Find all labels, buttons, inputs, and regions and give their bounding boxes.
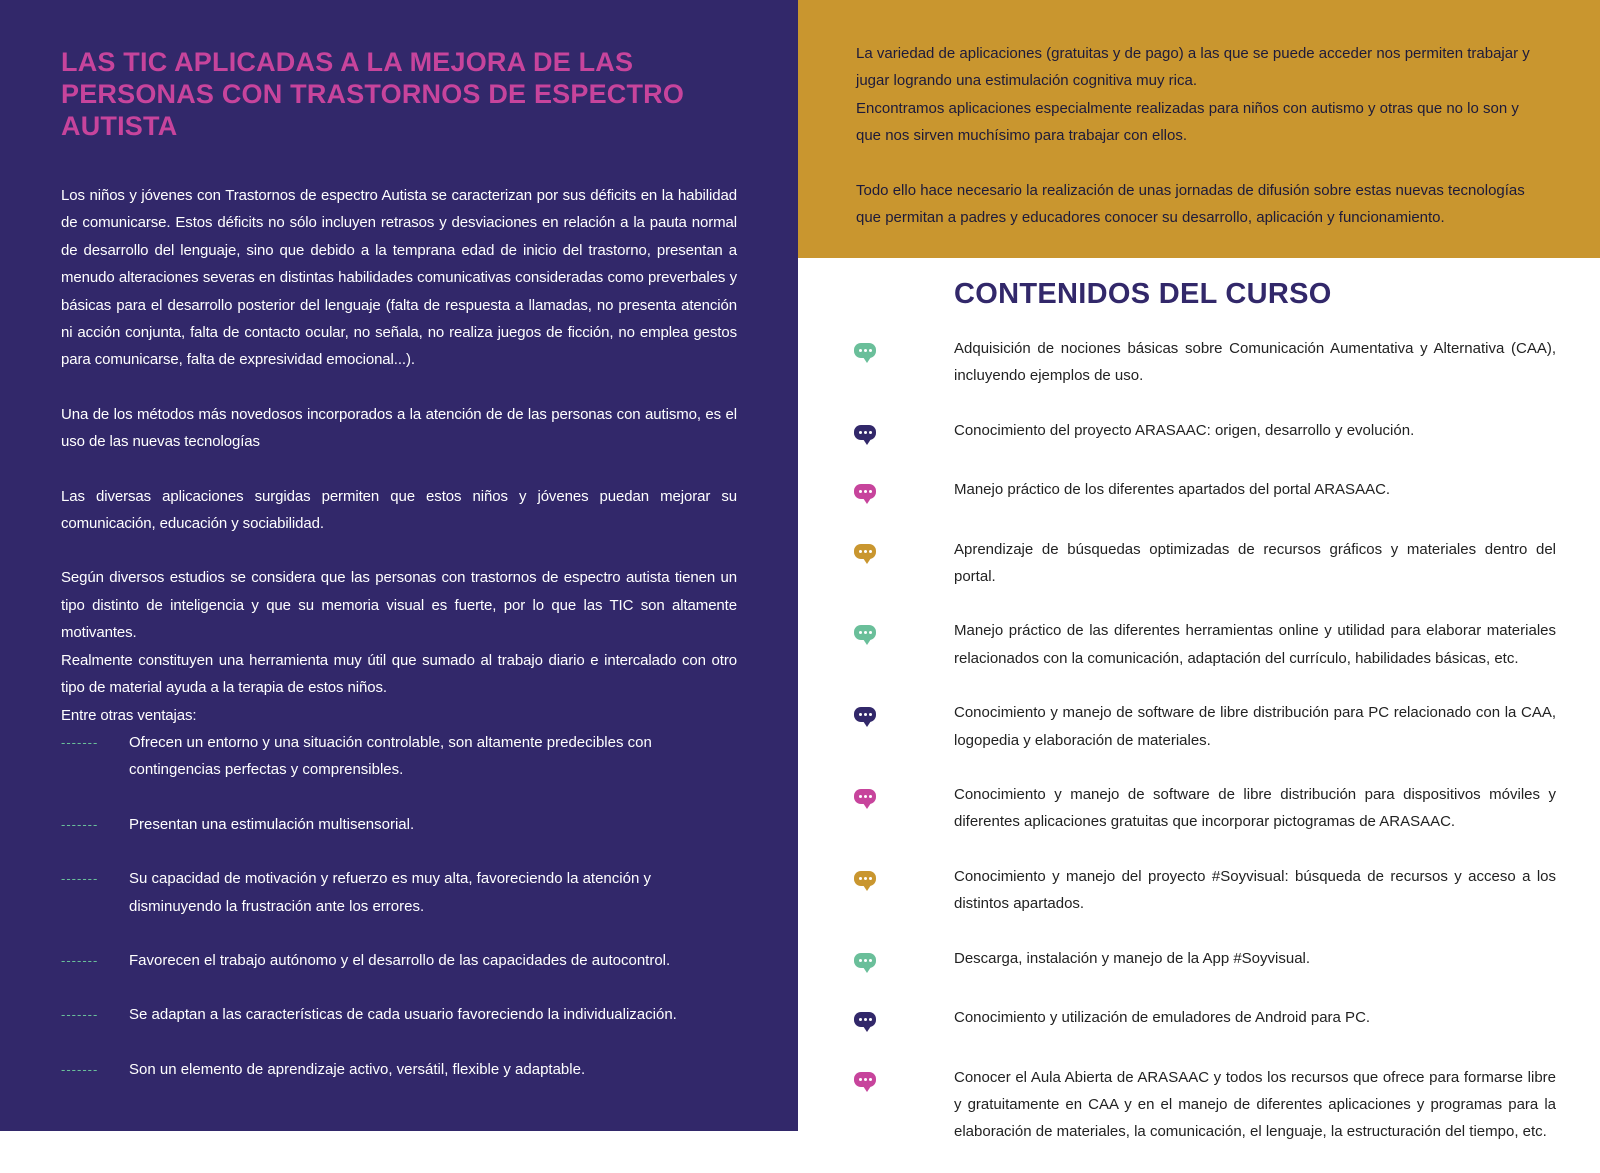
- dashed-bullet-icon: -------: [61, 1007, 99, 1023]
- advantage-text: Son un elemento de aprendizaje activo, versátil, flexible y adaptable.: [129, 1060, 586, 1078]
- paragraph: Encontramos aplicaciones especialmente realizadas para niños con autismo y otras que no lo son y que nos sirven muchísimo para trabajar con ellos.: [856, 99, 1519, 145]
- paragraph: Las diversas aplicaciones surgidas permiten que estos niños y jóvenes puedan mejorar su comunicación, educación y sociabilidad.: [61, 487, 737, 533]
- main-title: LAS TIC APLICADAS A LA MEJORA DE LAS PERSONAS CON TRASTORNOS DE ESPECTRO AUTISTA: [61, 47, 685, 141]
- content-item: [850, 1064, 1556, 1146]
- content-text: Conocimiento y manejo de software de libre distribución para dispositivos móviles y diferentes aplicaciones gratuitas que incorporar pictogramas de ARASAAC.: [954, 786, 1556, 831]
- gold-panel: [798, 0, 1600, 258]
- speech-bubble-icon: [854, 425, 876, 440]
- content-text: Conocimiento y manejo del proyecto #Soyvisual: búsqueda de recursos y acceso a los distintos apartados.: [954, 867, 1556, 913]
- speech-bubble-icon: [854, 871, 876, 886]
- speech-bubble-icon: [854, 544, 876, 559]
- contents-list: [850, 335, 1556, 1146]
- speech-bubble-icon: [854, 953, 876, 968]
- content-text: Manejo práctico de los diferentes apartados del portal ARASAAC.: [954, 481, 1391, 499]
- content-item: [850, 536, 1556, 591]
- paragraph: La variedad de aplicaciones (gratuitas y de pago) a las que se puede acceder nos permiten trabajar y jugar logrando una estimulación cognitiva muy rica.: [856, 45, 1530, 90]
- advantage-item: [61, 729, 737, 784]
- advantage-item: [61, 811, 737, 838]
- dashed-bullet-icon: -------: [61, 816, 99, 832]
- content-item: [850, 699, 1556, 754]
- paragraph: Entre otras ventajas:: [61, 706, 197, 724]
- section-title: CONTENIDOS DEL CURSO: [954, 278, 1332, 310]
- advantage-item: [61, 947, 737, 974]
- content-item: [850, 781, 1556, 836]
- speech-bubble-icon: [854, 484, 876, 499]
- speech-bubble-icon: [854, 789, 876, 804]
- speech-bubble-icon: [854, 625, 876, 640]
- content-text: Conocimiento del proyecto ARASAAC: origen, desarrollo y evolución.: [954, 421, 1415, 439]
- paragraph: Todo ello hace necesario la realización de unas jornadas de difusión sobre estas nuevas tecnologías que permitan a padres y educadores conocer su desarrollo, aplicación y funcionamiento.: [856, 181, 1525, 227]
- content-item: [850, 335, 1556, 390]
- advantage-text: Su capacidad de motivación y refuerzo es muy alta, favoreciendo la atención y disminuyendo la frustración ante los errores.: [129, 870, 651, 915]
- left-panel: [0, 0, 798, 1131]
- paragraph: Una de los métodos más novedosos incorporados a la atención de de las personas con autismo, es el uso de las nuevas tecnologías: [61, 405, 737, 451]
- content-text: Manejo práctico de las diferentes herramientas online y utilidad para elaborar materiales relacionados con la comunicación, adaptación del currículo, habilidades básicas, etc.: [954, 622, 1556, 667]
- dashed-bullet-icon: -------: [61, 952, 99, 968]
- content-item: [850, 417, 1556, 449]
- intro-paragraph: Los niños y jóvenes con Trastornos de espectro Autista se caracterizan por sus déficits en la habilidad de comunicarse. Estos déficits no sólo incluyen retrasos y desviaciones en relación a la pauta normal de desarrollo del lenguaje, sino que debido a la temprana edad de inicio del trastorno, presentan a menudo alteraciones severas en distintas habilidades comunicativas consideradas como preverbales y básicas para el desarrollo posterior del lenguaje (falta de respuesta a llamadas, no presenta atención ni acción conjunta, falta de contacto ocular, no señala, no realiza juegos de ficción, no emplea gestos para comunicarse, falta de expresividad emocional...).: [61, 187, 737, 369]
- content-text: Descarga, instalación y manejo de la App #Soyvisual.: [954, 949, 1311, 967]
- advantage-text: Favorecen el trabajo autónomo y el desarrollo de las capacidades de autocontrol.: [129, 951, 671, 969]
- content-item: [850, 945, 1556, 977]
- speech-bubble-icon: [854, 707, 876, 722]
- dashed-bullet-icon: -------: [61, 1061, 99, 1077]
- course-contents: [798, 258, 1600, 1173]
- advantage-item: [61, 1056, 737, 1083]
- content-text: Aprendizaje de búsquedas optimizadas de recursos gráficos y materiales dentro del portal.: [954, 540, 1556, 586]
- content-item: [850, 617, 1556, 672]
- dashed-bullet-icon: -------: [61, 871, 99, 887]
- content-text: Conocer el Aula Abierta de ARASAAC y todos los recursos que ofrece para formarse libre y gratuitamente en CAA y en el manejo de diferentes aplicaciones y programas para la elaboración de materiales, la comunicación, el lenguaje, la estructuración del tiempo, etc.: [954, 1068, 1556, 1141]
- content-text: Adquisición de nociones básicas sobre Comunicación Aumentativa y Alternativa (CAA), incluyendo ejemplos de uso.: [954, 340, 1556, 385]
- content-text: Conocimiento y manejo de software de libre distribución para PC relacionado con la CAA, logopedia y elaboración de materiales.: [954, 704, 1556, 749]
- content-item: [850, 863, 1556, 918]
- advantage-text: Presentan una estimulación multisensorial.: [129, 815, 415, 833]
- advantage-item: [61, 1001, 737, 1028]
- paragraph: Realmente constituyen una herramienta muy útil que sumado al trabajo diario e intercalado con otro tipo de material ayuda a la terapia de estos niños.: [61, 651, 737, 697]
- speech-bubble-icon: [854, 343, 876, 358]
- advantage-text: Ofrecen un entorno y una situación controlable, son altamente predecibles con contingencias perfectas y comprensibles.: [129, 733, 652, 779]
- speech-bubble-icon: [854, 1072, 876, 1087]
- paragraph: Según diversos estudios se considera que las personas con trastornos de espectro autista tienen un tipo distinto de inteligencia y que su memoria visual es fuerte, por lo que las TIC son altamente motivantes.: [61, 569, 737, 642]
- content-text: Conocimiento y utilización de emuladores de Android para PC.: [954, 1009, 1371, 1027]
- advantage-text: Se adaptan a las características de cada usuario favoreciendo la individualización.: [129, 1006, 677, 1024]
- advantage-item: [61, 865, 737, 920]
- content-item: [850, 476, 1556, 508]
- speech-bubble-icon: [854, 1012, 876, 1027]
- advantages-list: [61, 729, 737, 1083]
- dashed-bullet-icon: -------: [61, 734, 99, 750]
- content-item: [850, 1004, 1556, 1036]
